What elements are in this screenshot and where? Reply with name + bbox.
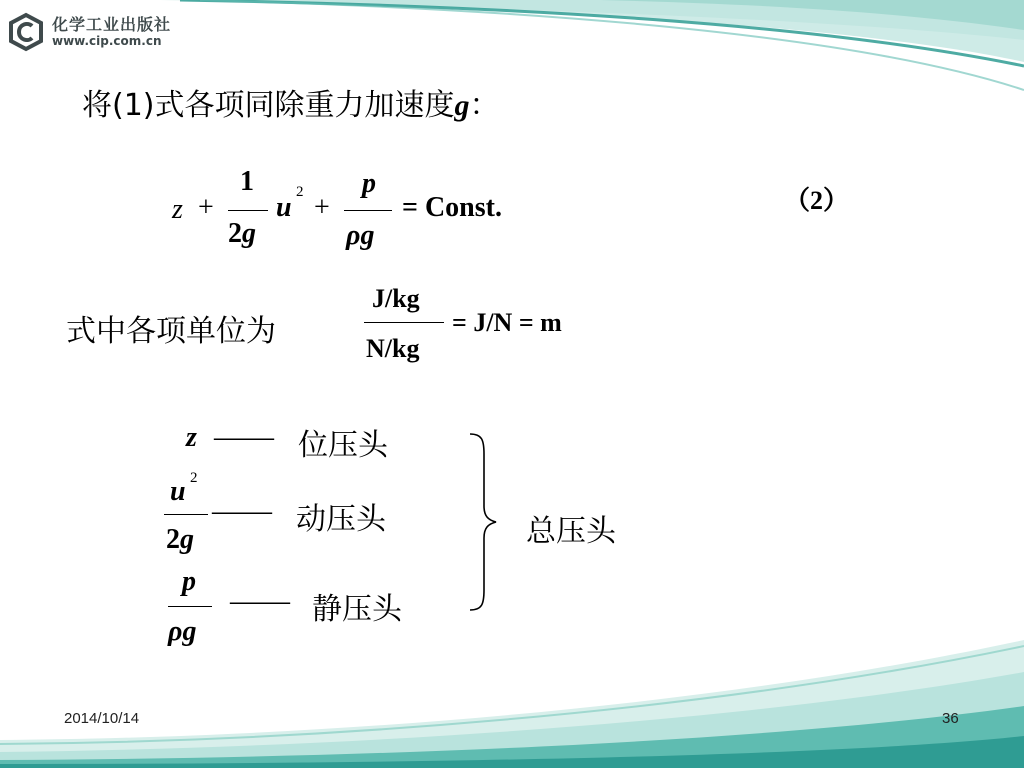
eq2-frac1-den: 2g (228, 218, 256, 249)
dynamic-head-bar (164, 514, 208, 515)
static-head-p: p (182, 566, 196, 597)
footer-date: 2014/10/14 (64, 710, 140, 727)
units-frac-num: J/kg (372, 284, 420, 313)
publisher-name: 化学工业出版社 (52, 15, 172, 34)
dynamic-head-dash: —— (212, 494, 272, 527)
intro-colon: ： (469, 88, 500, 123)
dynamic-head-den: 2g (166, 524, 194, 555)
intro-text: 将(1)式各项同除重力加速度 (82, 88, 455, 123)
intro-var-g: g (454, 89, 470, 122)
static-head-label: 静压头 (312, 592, 402, 627)
position-head-z: z (186, 422, 197, 453)
eq2-frac2-den: ρg (346, 220, 375, 251)
eq2-u-exponent: 2 (296, 184, 304, 200)
units-rhs: = J/N = m (452, 308, 562, 337)
total-head-label: 总压头 (526, 514, 616, 549)
units-prefix: 式中各项单位为 (66, 314, 276, 349)
eq2-plus-2: + (314, 192, 330, 223)
static-head-dash: —— (230, 584, 290, 617)
slide-number: 36 (942, 710, 959, 727)
eq2-label: （2） (784, 186, 850, 215)
static-head-den: ρg (168, 616, 197, 647)
eq2-rhs: = Const. (402, 192, 502, 223)
position-head-label: 位压头 (298, 428, 388, 463)
publisher-url: www.cip.com.cn (52, 34, 162, 48)
eq2-z: z (172, 194, 183, 225)
dynamic-head-u-exponent: 2 (190, 470, 198, 486)
right-brace-icon (462, 430, 502, 614)
dynamic-head-label: 动压头 (296, 502, 386, 537)
position-head-dash: —— (214, 420, 274, 453)
eq2-frac2-num: p (362, 168, 376, 199)
eq2-u: u (276, 192, 292, 223)
units-frac-den: N/kg (366, 334, 420, 363)
dynamic-head-u: u (170, 476, 186, 507)
eq2-frac1-num: 1 (240, 166, 254, 197)
static-head-bar (168, 606, 212, 607)
eq2-plus-1: + (198, 192, 214, 223)
